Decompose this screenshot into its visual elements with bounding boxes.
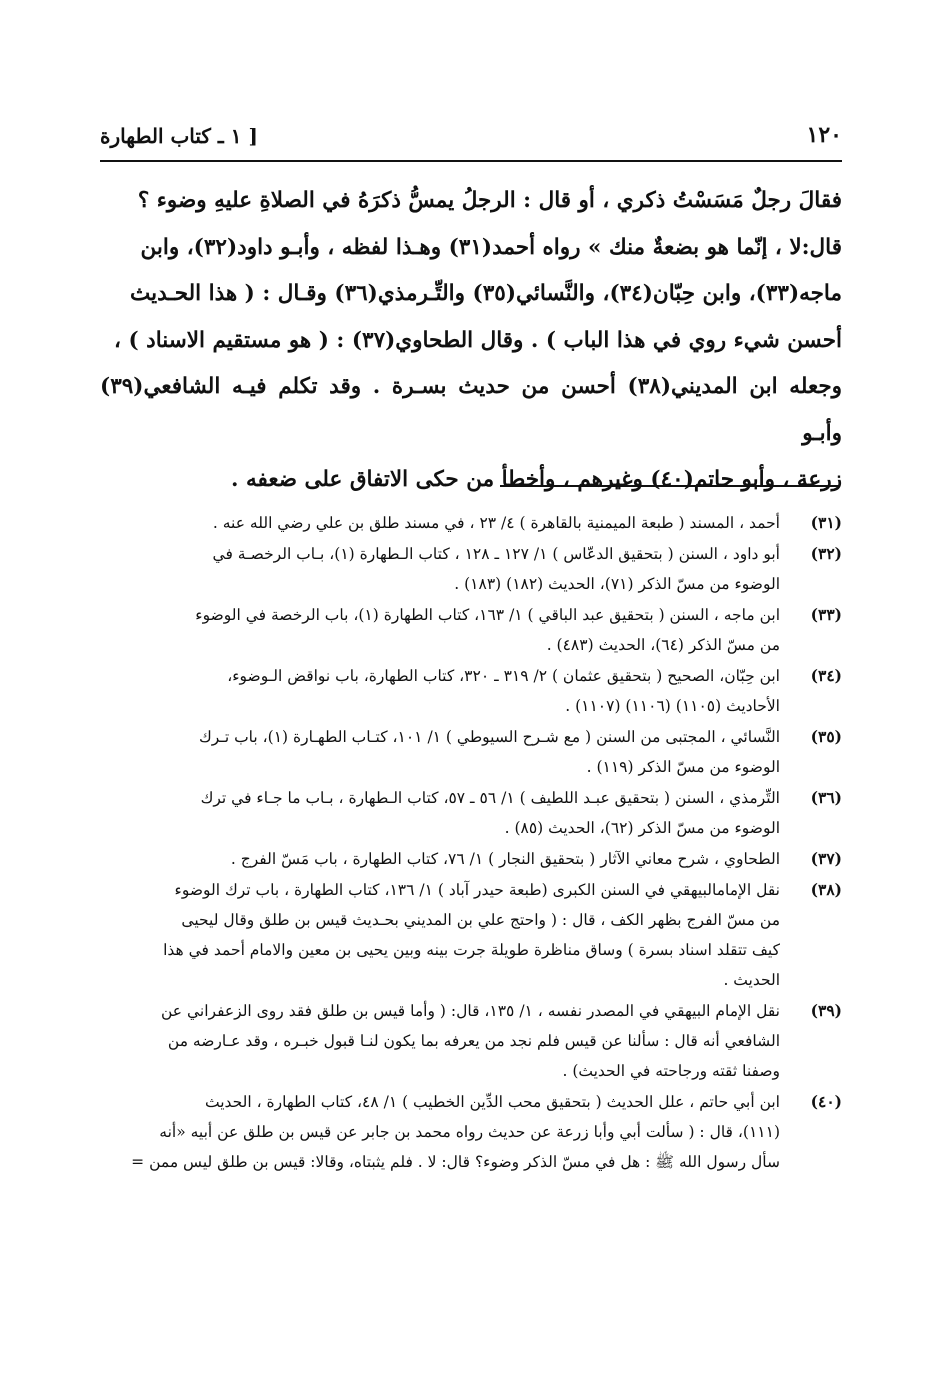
footnote-line: الأحاديث (١١٠٥) (١١٠٦) (١١٠٧) . xyxy=(565,697,780,715)
main-text-line: وجعله ابن المديني(٣٨) أحسن من حديث بسـرة . وقد تكلم فيـه الشافعي(٣٩) وأبـو xyxy=(100,374,842,446)
footnote-line: وصفنا ثقته ورجاحته في الحديث) . xyxy=(562,1062,780,1080)
footnote-32 xyxy=(100,539,842,599)
footnote-number: (٣٢) xyxy=(810,544,842,563)
main-text-line: زرعة ، وأبو حاتم(٤٠) وغيرهم ، وأخطأ من حكى الاتفاق على ضعفه . xyxy=(230,467,842,492)
main-text-line: فقالَ رجلٌ مَسَسْتُ ذكري ، أو قال : الرجلُ يمسُّ ذكرَهُ في الصلاةِ عليهِ وضوء ؟ xyxy=(137,188,842,213)
footnote-number: (٣٤) xyxy=(810,666,842,685)
footnote-line: النَّسائي ، المجتبى من السنن ( مع شـرح السيوطي ) ١/ ١٠١، كتـاب الطهـارة (١)، باب تـرك xyxy=(198,728,780,746)
footnote-line: سأل رسول الله ﷺ : هل في مسّ الذكر وضوء؟ قال: لا . فلم يثبتاه، وقالا: قيس بن طلق ليس ممن = xyxy=(131,1153,780,1171)
footnote-line: من مسّ الفرج بظهر الكف ، قال : ( واحتج علي بن المديني بحـديث قيس بن طلق وقال ليحيى xyxy=(181,911,780,929)
footnote-line: الحديث . xyxy=(723,971,780,989)
footnote-31 xyxy=(100,508,842,538)
footnote-line: الطحاوي ، شرح معاني الآثار ( بتحقيق النجار ) ١/ ٧٦، كتاب الطهارة ، باب مَسّ الفرج . xyxy=(230,850,780,868)
footnote-39 xyxy=(100,996,842,1086)
footnote-number: (٣٦) xyxy=(810,788,842,807)
footnote-35 xyxy=(100,722,842,782)
footnote-34 xyxy=(100,661,842,721)
footnote-36 xyxy=(100,783,842,843)
footnote-number: (٣٩) xyxy=(810,1001,842,1020)
footnote-line: الوضوء من مسّ الذكر (١١٩) . xyxy=(586,758,780,776)
footnote-38 xyxy=(100,875,842,995)
page-header xyxy=(100,120,842,162)
footnote-number: (٤٠) xyxy=(810,1092,842,1111)
footnote-37 xyxy=(100,844,842,874)
footnote-line: الوضوء من مسّ الذكر (٦٢)، الحديث (٨٥) . xyxy=(504,819,780,837)
footnote-number: (٣٧) xyxy=(810,849,842,868)
footnote-number: (٣٨) xyxy=(810,880,842,899)
footnote-33 xyxy=(100,600,842,660)
footnote-line: نقل الإمامالبيهقي في السنن الكبرى (طبعة حيدر آباد ) ١/ ١٣٦، كتاب الطهارة ، باب ترك الوضوء xyxy=(174,881,780,899)
footnote-line: نقل الإمام البيهقي في المصدر نفسه ، ١/ ١٣٥، قال: ( وأما قيس بن طلق فقد روى الزعفراني عن xyxy=(161,1002,780,1020)
footnote-line: الشافعي أنه قال : سألنا عن قيس فلم نجد من يعرفه بما يكون لنـا قبول خبـره ، وقد عـارضه من xyxy=(167,1032,780,1050)
footnote-line: من مسّ الذكر (٦٤)، الحديث (٤٨٣) . xyxy=(546,636,780,654)
main-text xyxy=(100,178,842,504)
footnote-40 xyxy=(100,1087,842,1177)
footnote-line: ابن ماجه ، السنن ( بتحقيق عبد الباقي ) ١/ ١٦٣، كتاب الطهارة (١)، باب الرخصة في الوضوء xyxy=(195,606,780,624)
footnote-number: (٣١) xyxy=(810,513,842,532)
footnote-line: ابن حِبّان، الصحيح ( بتحقيق عثمان ) ٢/ ٣١٩ ـ ٣٢٠، كتاب الطهارة، باب نواقض الـوضوء، xyxy=(227,667,780,685)
footnote-line: أبو داود ، السنن ( بتحقيق الدعّاس ) ١/ ١٢٧ ـ ١٢٨ ، كتاب الـطهارة (١)، بـاب الرخصـة في xyxy=(212,545,780,563)
main-text-line: ماجه(٣٣)، وابن حِبّان(٣٤)، والنَّسائي(٣٥) والتِّـرمذي(٣٦) وقـال : ( هذا الحـديث xyxy=(130,281,842,306)
footnotes xyxy=(100,508,842,1178)
footnote-line: كيف تتقلد اسناد بسرة ) وساق مناظرة طويلة جرت بينه وبين يحيى بن معين والامام أحمد في هذا xyxy=(163,941,780,959)
footnote-line: (١١١)، قال : ( سألت أبي وأبا زرعة عن حديث رواه محمد بن جابر عن قيس بن طلق عن أبيه «أنه xyxy=(159,1123,780,1141)
footnote-number: (٣٥) xyxy=(810,727,842,746)
footnote-separator xyxy=(500,485,840,487)
main-text-line: قال:لا ، إنّما هو بضعةٌ منك » رواه أحمد(٣١) وهـذا لفظه ، وأبـو داود(٣٢)، وابن xyxy=(140,234,842,260)
footnote-line: أحمد ، المسند ( طبعة الميمنية بالقاهرة ) ٤/ ٢٣ ، في مسند طلق بن علي رضي الله عنه . xyxy=(212,514,780,532)
running-title: [ ١ ـ كتاب الطهارة xyxy=(100,124,258,148)
footnote-line: التِّرمذي ، السنن ( بتحقيق عبـد اللطيف ) ١/ ٥٦ ـ ٥٧، كتاب الـطهارة ، بـاب ما جـاء في ترك xyxy=(200,789,780,807)
page-number: ١٢٠ xyxy=(806,122,842,148)
footnote-line: ابن أبي حاتم ، علل الحديث ( بتحقيق محب الدِّين الخطيب ) ١/ ٤٨، كتاب الطهارة ، الحديث xyxy=(205,1093,780,1111)
main-text-line: أحسن شيء روي في هذا الباب ) . وقال الطحاوي(٣٧) : ( هو مستقيم الاسناد ) ، xyxy=(114,327,842,353)
footnote-number: (٣٣) xyxy=(810,605,842,624)
footnote-line: الوضوء من مسّ الذكر (٧١)، الحديث (١٨٢) (١٨٣) . xyxy=(454,575,780,593)
